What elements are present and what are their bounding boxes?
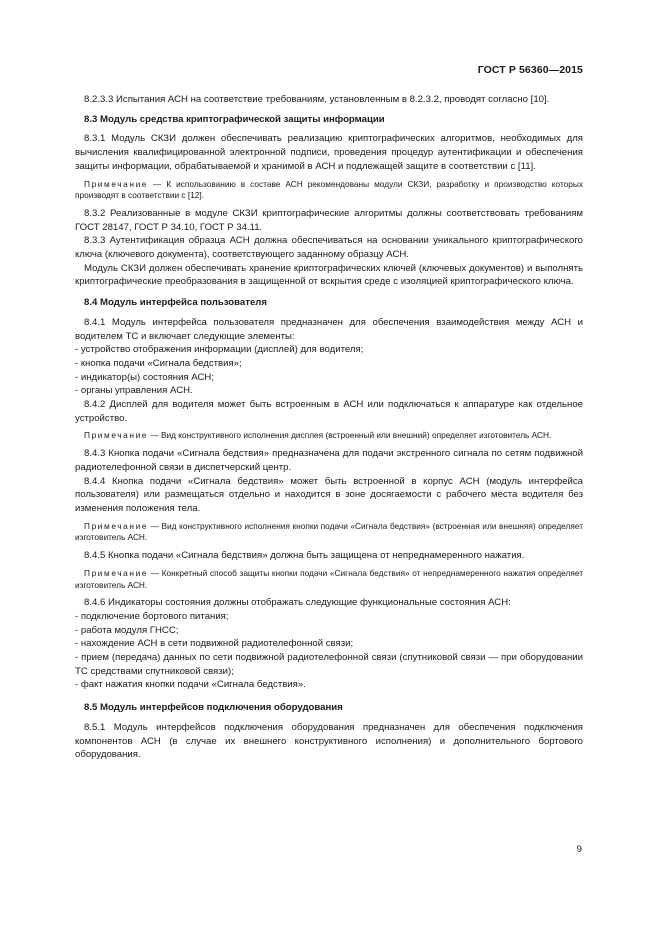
note-label: Примечание bbox=[84, 430, 149, 441]
paragraph-8-4-1: 8.4.1 Модуль интерфейса пользователя предназначен для обеспечения взаимодействия между АСН и водителем ТС и включает следующие элементы: bbox=[75, 316, 583, 342]
paragraph-8-4-4: 8.4.4 Кнопка подачи «Сигнала бедствия» может быть встроенной в корпус АСН (модуль интерфейса пользователя) или размещаться отдельно и находится в зоне досягаемости с рабочего места водителя без изменения положения тела. bbox=[75, 475, 583, 514]
note-8-4-2 bbox=[75, 430, 583, 442]
note-label: Примечание bbox=[84, 520, 149, 531]
note-8-4-5 bbox=[75, 568, 583, 591]
list-item: - органы управления АСН. bbox=[75, 385, 193, 397]
list-item: - кнопка подачи «Сигнала бедствия»; bbox=[75, 357, 242, 369]
list-item: - устройство отображения информации (дисплей) для водителя; bbox=[75, 344, 364, 356]
paragraph-8-4-6: 8.4.6 Индикаторы состояния должны отображать следующие функциональные состояния АСН: bbox=[84, 597, 511, 609]
heading-8-4: 8.4 Модуль интерфейса пользователя bbox=[84, 297, 267, 309]
list-item: - факт нажатия кнопки подачи «Сигнала бедствия». bbox=[75, 679, 306, 691]
list-item: - индикатор(ы) состояния АСН; bbox=[75, 371, 214, 383]
note-text: — Вид конструктивного исполнения дисплея (встроенный или внешний) определяет изготовитель АСН. bbox=[148, 430, 552, 441]
paragraph-skzi-keys: Модуль СКЗИ должен обеспечивать хранение криптографических ключей (ключевых документов) и выполнять криптографические преобразования в защищенной от вскрытия среде с изоляцией криптографического ключа. bbox=[75, 262, 583, 288]
note-text: — Конкретный способ защиты кнопки подачи «Сигнала бедствия» от непреднамеренного нажатия определяет изготовитель АСН. bbox=[75, 567, 583, 590]
list-item: - нахождение АСН в сети подвижной радиотелефонной связи; bbox=[75, 638, 354, 650]
note-label: Примечание bbox=[84, 178, 149, 189]
note-8-3-1 bbox=[75, 179, 583, 202]
list-item: - прием (передача) данных по сети подвижной радиотелефонной связи (спутниковой связи — при оборудовании ТС средствами спутниковой связи); bbox=[75, 652, 583, 677]
list-item: - подключение бортового питания; bbox=[75, 610, 229, 622]
page-number: 9 bbox=[576, 844, 582, 855]
paragraph-8-3-1: 8.3.1 Модуль СКЗИ должен обеспечивать реализацию криптографических алгоритмов, необходимых для вычисления квалифицированной электронной подписи, проведения процедур аутентификации и обеспечения защиты информации, обрабатываемой и хранимой в АСН и подлежащей защите в соответствии с [11]. bbox=[75, 133, 583, 172]
note-label: Примечание bbox=[84, 567, 149, 578]
heading-8-3: 8.3 Модуль средства криптографической защиты информации bbox=[84, 113, 385, 125]
note-8-4-4 bbox=[75, 521, 583, 544]
paragraph-8-4-3: 8.4.3 Кнопка подачи «Сигнала бедствия» предназначена для подачи экстренного сигнала по сетям подвижной радиотелефонной связи в диспетчерский центр. bbox=[75, 448, 583, 473]
page-body bbox=[75, 93, 583, 762]
list-item: - работа модуля ГНСС; bbox=[75, 624, 179, 636]
paragraph-8-3-2: 8.3.2 Реализованные в модуле СКЗИ криптографические алгоритмы должны соответствовать требованиям ГОСТ 28147, ГОСТ Р 34.10, ГОСТ Р 34.11. bbox=[75, 207, 583, 233]
heading-8-5: 8.5 Модуль интерфейсов подключения оборудования bbox=[84, 702, 343, 714]
paragraph-8-5-1: 8.5.1 Модуль интерфейсов подключения оборудования предназначен для обеспечения подключения компонентов АСН (в случае их внешнего конструктивного исполнения) и дополнительного бортового оборудования. bbox=[75, 721, 583, 761]
note-text: — К использованию в составе АСН рекомендованы модули СКЗИ, разработку и производство которых производят в соответствии с [12]. bbox=[75, 178, 583, 201]
standard-number: ГОСТ Р 56360—2015 bbox=[477, 64, 583, 76]
paragraph-8-3-3: 8.3.3 Аутентификация образца АСН должна обеспечиваться на основании уникального криптографического ключа (ключевого документа), соответствующего заданному образцу АСН. bbox=[75, 235, 583, 261]
paragraph-8-4-5: 8.4.5 Кнопка подачи «Сигнала бедствия» должна быть защищена от непреднамеренного нажатия. bbox=[84, 550, 525, 562]
paragraph-8-4-2: 8.4.2 Дисплей для водителя может быть встроенным в АСН или подключаться к аппаратуре как отдельное устройство. bbox=[75, 399, 583, 424]
paragraph-8-2-3-3: 8.2.3.3 Испытания АСН на соответствие требованиям, установленным в 8.2.3.2, проводят согласно [10]. bbox=[84, 94, 550, 105]
note-text: — Вид конструктивного исполнения кнопки подачи «Сигнала бедствия» (встроенная или внешняя) определяет изготовитель АСН. bbox=[75, 520, 583, 543]
